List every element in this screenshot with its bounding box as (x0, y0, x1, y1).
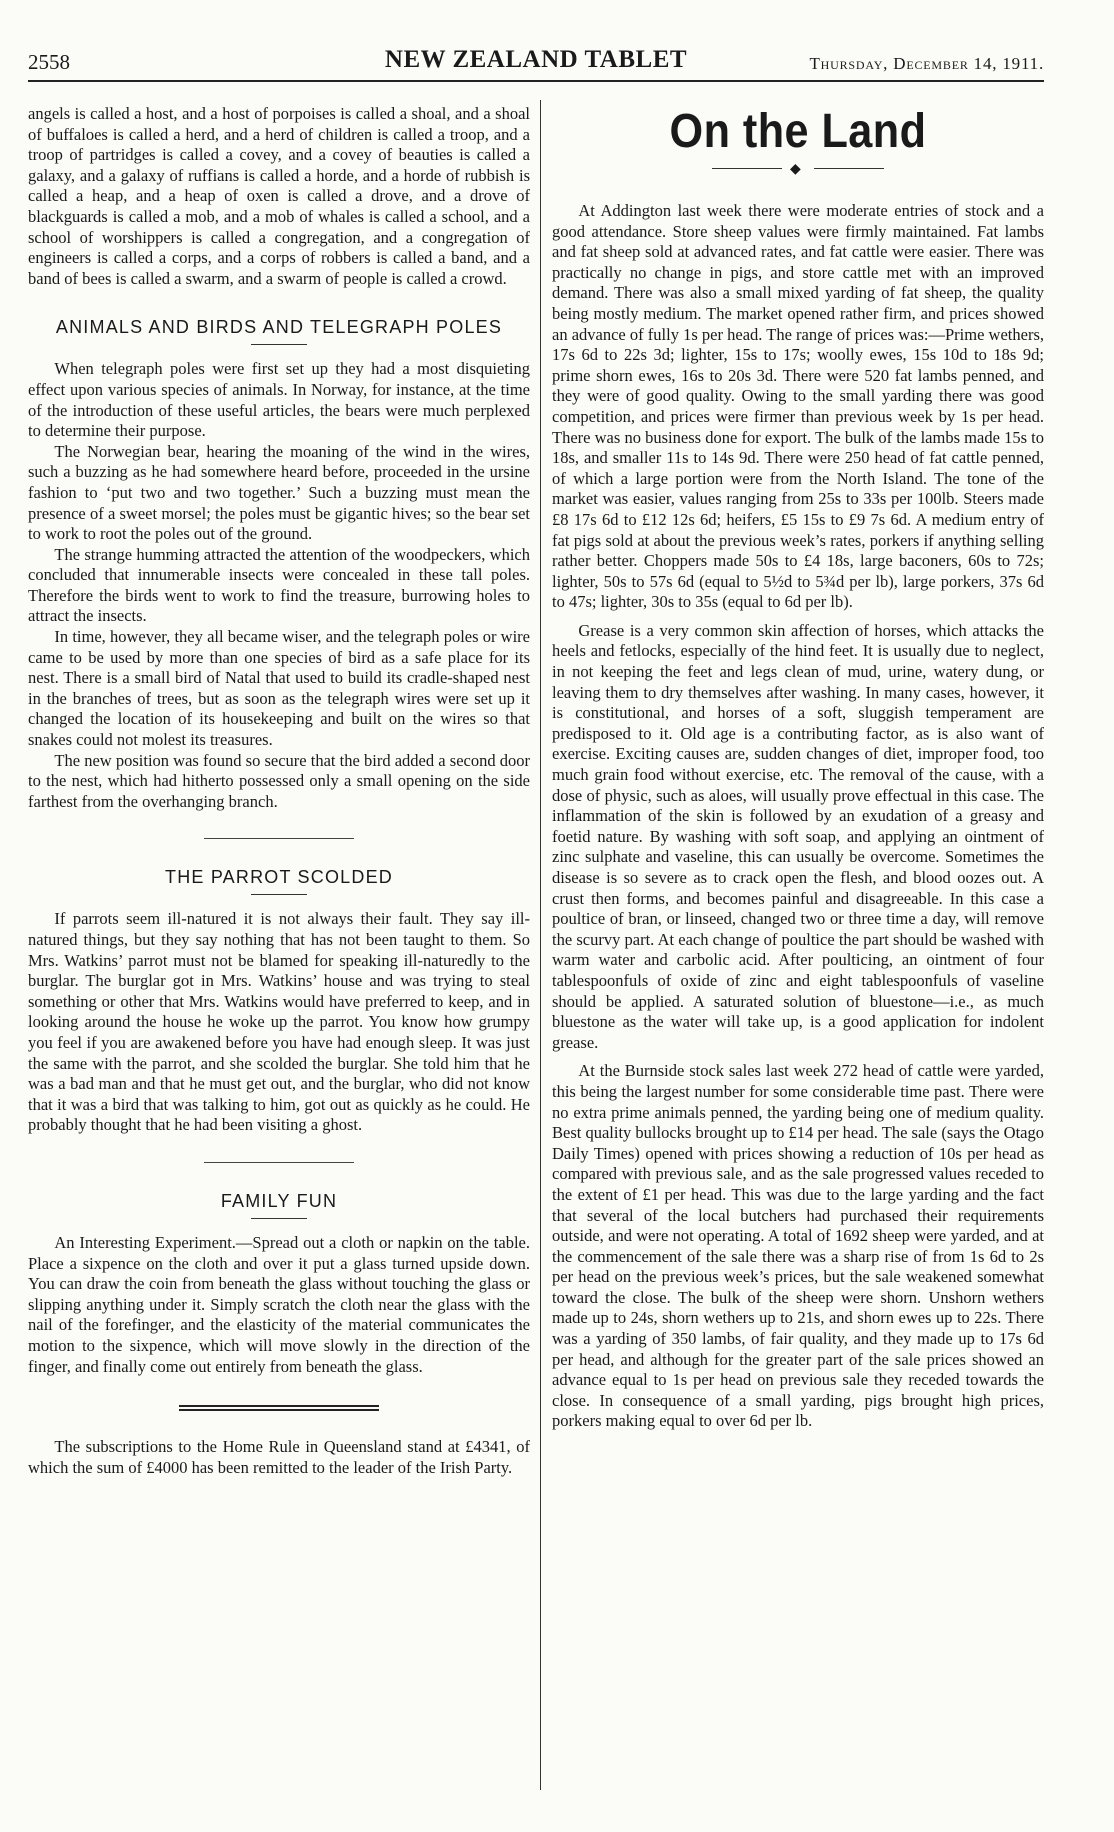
article-paragraph: The new position was found so secure that the bird added a second door to the nest, which had hitherto possessed only a small opening on the side farthest from the overhanging branch. (28, 750, 530, 811)
section-rule (204, 838, 354, 839)
article-heading: ANIMALS AND BIRDS AND TELEGRAPH POLES (55, 317, 503, 338)
intro-text: angels is called a host, and a host of porpoises is called a shoal, and a shoal of buffaloes is called a herd, and a herd of children is called a troop, and a troop of partridges is called a covey, and a covey of beauties is called a galaxy, and a galaxy of ruffians is called a horde, and a horde of rubbish is called a heap, and a heap of oxen is called a drove, and a drove of blackguards is called a mob, and a mob of whales is called a school, and a school of worshippers is called a congregation, and a congregation of engineers is called a corps, and a corps of robbers is called a band, and a band of bees is called a swarm, and a swarm of people is called a crowd. (28, 104, 530, 288)
left-column (28, 104, 530, 1478)
right-column (552, 104, 1044, 1432)
heading-rule (251, 344, 307, 345)
article-paragraph: At the Burnside stock sales last week 272 head of cattle were yarded, this being the largest number for some considerable time past. There were no extra prime animals penned, the yarding being one of medium quality. Best quality bullocks brought up to £14 per head. The sale (says the Otago Daily Times) opened with prices showing a reduction of 10s per head as compared with previous sale, and as the sale progressed values receded to the extent of £1 per head. This was due to the large yarding and the fact that several of the local butchers had purchased their requirements outside, and were not operating. A total of 1692 sheep were yarded, and at the commencement of the sale there was a sharp rise of from 1s 6d to 2s per head on the previous week’s prices, but the sale weakened somewhat toward the close. The bulk of the sheep were shorn. Unshorn wethers made up to 24s, shorn wethers up to 21s, and shorn ewes up to 22s. There was a yarding of 350 lambs, of fair quality, and they made up to 17s 6d per head, and although for the greater part of the sale prices showed an advance equal to 1s per head on previous sale they receded towards the close. In consequence of a small yarding, pigs brought high prices, porkers making equal to over 6d per lb. (552, 1061, 1044, 1431)
article-paragraph: At Addington last week there were moderate entries of stock and a good attendance. Store sheep values were firmly maintained. Fat lambs and fat sheep sold at advanced rates, and fat cattle were easier. There was practically no change in pigs, and store cattle met with an improved demand. There was also a small mixed yarding of fat sheep, the quality being mostly medium. The market opened rather firm, and prices showed an advance of fully 1s per head. The range of prices was:—Prime wethers, 17s 6d to 22s 3d; lighter, 15s to 17s; woolly ewes, 15s 10d to 18s 9d; prime shorn ewes, 16s to 20s 3d. There were 520 fat lambs penned, and they were of good quality. Owing to the small yarding there was good competition, and prices were firmer than previous week by 1s per head. There was no business done for export. The bulk of the lambs made 15s to 18s, and smaller 11s to 14s 9d. There were 250 head of fat cattle penned, of which a large portion were from the North Island. The tone of the market was easier, values ranging from 25s to 33s per 100lb. Steers made £8 17s 6d to £12 12s 6d; heifers, £5 15s to £9 7s 6d. A medium entry of fat pigs sold at about the previous week’s rates, porkers if anything selling rather better. Choppers made 50s to £4 18s, large baconers, 60s to 72s; lighter, 50s to 57s 6d (equal to 5½d to 5¾d per lb), large porkers, 37s 6d to 47s; lighter, 30s to 35s (equal to 6d per lb). (552, 201, 1044, 612)
article-paragraph: Grease is a very common skin affection of horses, which attacks the heels and fetlocks, especially of the hind feet. It is usually due to neglect, in not keeping the feet and legs clean of mud, urine, watery dung, or leaving them to dry themselves after washing. In many cases, however, it is constitutional, and horses of a soft, sluggish temperament are predisposed to it. Old age is a contributing factor, as is also want of exercise. Exciting causes are, sudden changes of diet, improper food, too much grain food without exercise, etc. The removal of the cause, with a dose of physic, such as aloes, will usually prove effectual in this case. The inflammation of the skin is followed by an exudation of a greasy and foetid nature. By washing with soft soap, and applying an ointment of zinc sulphate and vaseline, this can usually be overcome. Sometimes the disease is so severe as to crack open the flesh, and blood oozes out. A crust then forms, and becomes painful and disagreeable. In this case a poultice of bran, or linseed, changed two or three time a day, will remove the scurvy part. At each change of poultice the part should be washed with warm water and carbolic acid. After poulticing, an ointment of four tablespoonfuls of oxide of zinc and eight tablespoonfuls of vaseline should be applied. A saturated solution of bluestone—i.e., as much bluestone as the water will take up, is a good application for indolent grease. (552, 620, 1044, 1052)
dateline: Thursday, December 14, 1911. (809, 54, 1044, 73)
column-divider (540, 100, 541, 1790)
article-paragraph: The strange humming attracted the attention of the woodpeckers, which concluded that innumerable insects were concealed in these tall poles. Therefore the birds went to work to find the treasure, burrowing holes to attract the insects. (28, 544, 530, 626)
article-paragraph: An Interesting Experiment.—Spread out a cloth or napkin on the table. Place a sixpence on the cloth and over it put a glass turned upside down. You can draw the coin from beneath the glass without touching the glass or slipping anything under it. Simply scratch the cloth near the glass with the nail of the forefinger, and the elasticity of the material communicates the motion to the sixpence, which will move slowly in the direction of the finger, and finally come out entirely from beneath the glass. (28, 1232, 530, 1376)
heading-rule (251, 1218, 307, 1219)
article-paragraph: When telegraph poles were first set up they had a most disquieting effect upon various species of animals. In Norway, for instance, at the time of the introduction of these useful articles, the bears were much perplexed to determine their purpose. (28, 359, 530, 441)
title-ornament (552, 163, 1044, 175)
page-number: 2558 (28, 50, 70, 74)
double-rule (179, 1405, 379, 1407)
heading-rule (251, 894, 307, 895)
article-paragraph: In time, however, they all became wiser, and the telegraph poles or wire came to be used by more than one species of bird as a safe place for its nest. There is a small bird of Natal that used to build its cradle-shaped nest in the branches of trees, but as soon as the telegraph wires were set up it changed the location of its housekeeping and built on the wires so that snakes could not molest its treasures. (28, 627, 530, 750)
closing-note: The subscriptions to the Home Rule in Queensland stand at £4341, of which the sum of £4000 has been remitted to the leader of the Irish Party. (28, 1437, 530, 1477)
diamond-icon: ◆ (790, 162, 801, 177)
article-paragraph: The Norwegian bear, hearing the moaning of the wind in the wires, such a buzzing as he had somewhere heard before, proceeded in the ursine fashion to ‘put two and two together.’ Such a buzzing must mean the presence of a sweet morsel; the poles must be gigantic hives; so the bear set to work to root the poles out of the ground. (28, 441, 530, 544)
article-paragraph: If parrots seem ill-natured it is not always their fault. They say ill-natured things, but they say nothing that has not been taught to them. So Mrs. Watkins’ parrot must not be blamed for speaking ill-naturedly to the burglar. The burglar got in Mrs. Watkins’ house and was trying to steal something or other that Mrs. Watkins would have preferred to keep, and in looking around the house he woke up the parrot. You know how grumpy you feel if you are awakened before you have had enough sleep. It was just the same with the parrot, and she scolded the burglar. She told him that he was a bad man and that he must get out, and the burglar, who did not know that it was a bird that was talking to him, got out as quickly as he could. He probably thought that he had been visiting a ghost. (28, 909, 530, 1135)
masthead: NEW ZEALAND TABLET (384, 46, 688, 73)
section-title: On the Land (669, 105, 927, 158)
section-rule (204, 1162, 354, 1163)
article-heading: THE PARROT SCOLDED (165, 867, 393, 888)
article-heading: FAMILY FUN (220, 1190, 338, 1211)
page-header (28, 44, 1044, 82)
ornament-line (814, 168, 884, 169)
ornament-line (712, 168, 782, 169)
